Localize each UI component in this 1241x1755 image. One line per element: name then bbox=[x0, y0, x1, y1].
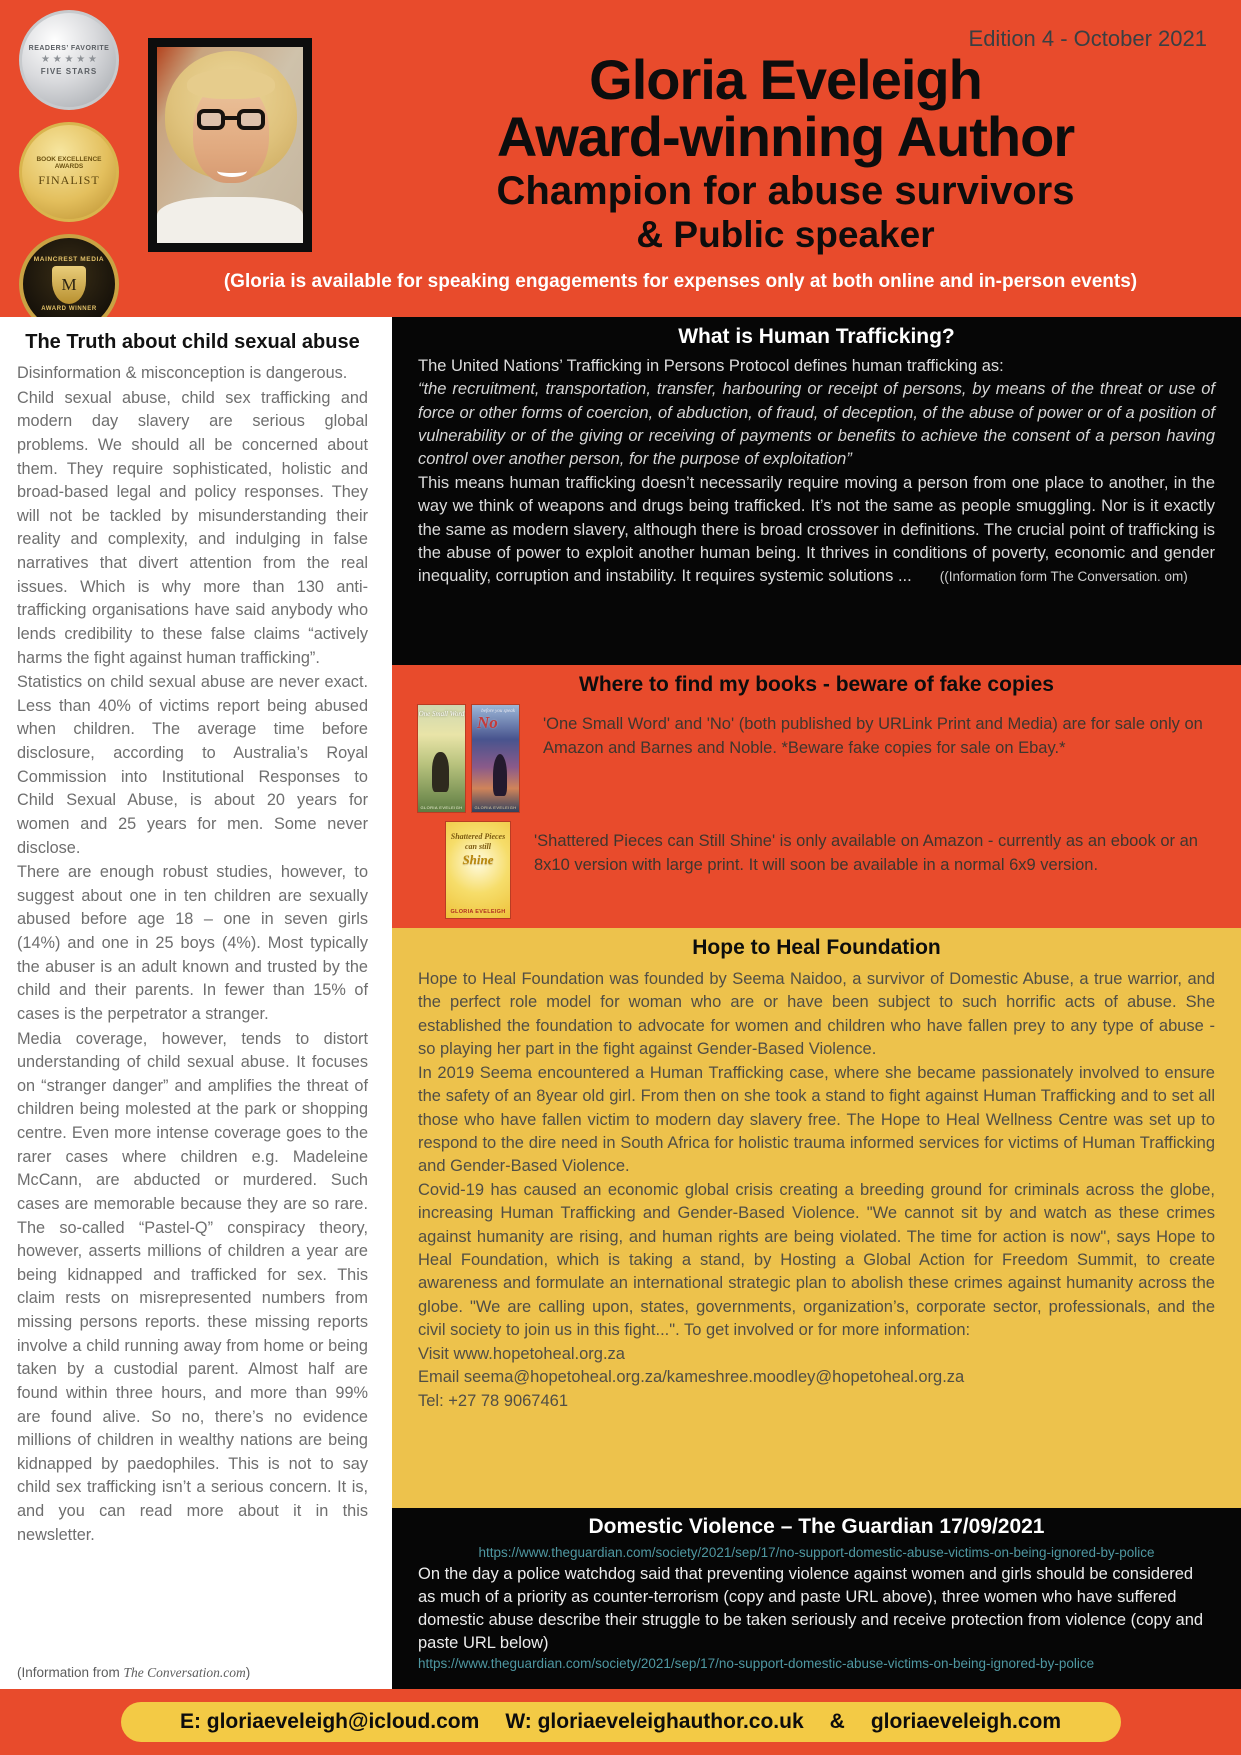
book-cover-title-big: Shine bbox=[462, 852, 494, 867]
section-guardian-article bbox=[392, 1508, 1241, 1689]
book-row bbox=[418, 705, 1215, 812]
books-availability-text: 'Shattered Pieces can Still Shine' is only available on Amazon - currently as an ebook or an 8x10 version with large print. It will soon be available in a normal 6x9 version. bbox=[534, 832, 1198, 874]
availability-banner: (Gloria is available for speaking engagements for expenses only at both online and in-person events) bbox=[223, 271, 1138, 292]
footer bbox=[0, 1689, 1241, 1755]
hope-paragraph: In 2019 Seema encountered a Human Trafficking case, where she became passionately involved to ensure the safety of an 8year old girl. From then on she took a stand to fight against Human Trafficking and to set all those who have fallen victim to modern day slavery free. The Hope to Heal Wellness Centre was set up to respond to the dire need in South Africa for holistic trauma informed services for victims of Human Trafficking and Gender-Based Violence. bbox=[418, 1063, 1215, 1176]
badge-text: FIVE STARS bbox=[40, 66, 98, 76]
article-paragraph: Media coverage, however, tends to distort understanding of child sexual abuse. It focuses on “stranger danger” and amplifies the threat of children being molested at the park or shopping centre. Even more intense coverage goes to the rarer cases where children e.g. Madeleine McCann, are abducted or murdered. Such cases are memorable because they are so rare. The so-called “Pastel-Q” conspiracy theory, however, asserts millions of children a year are being kidnapped and trafficked for sex. This claim rests on misrepresented numbers from missing persons reports. these missing reports involve a child running away from home or being taken by a custodial parent. Almost half are found within three hours, and more than 99% are found alive. So no, there’s no evidence millions of children in wealthy nations are being kidnapped by paedophiles. This is not to say child sex trafficking isn’t a serious concern. It is, and you can read more about it in this newsletter. bbox=[17, 1029, 368, 1544]
author-name-title: Gloria Eveleigh bbox=[589, 48, 982, 111]
book-cover-author: GLORIA EVELEIGH bbox=[450, 909, 506, 915]
hope-phone: Tel: +27 78 9067461 bbox=[418, 1391, 569, 1410]
badge-text: MAINCREST MEDIA bbox=[33, 256, 105, 263]
main-content bbox=[0, 317, 1241, 1689]
source-name: The Conversation.com bbox=[123, 1665, 246, 1680]
shield-icon bbox=[52, 266, 86, 304]
section-title: Where to find my books - beware of fake copies bbox=[579, 673, 1054, 696]
books-availability-text: 'One Small Word' and 'No' (both published by URLink Print and Media) are for sale only on Amazon and Barnes and Noble. *Beware fake copies for sale on Ebay.* bbox=[543, 715, 1203, 757]
masthead bbox=[330, 0, 1241, 256]
book-cover-title: No bbox=[477, 713, 498, 732]
author-role-title: Award-winning Author bbox=[496, 105, 1075, 168]
section-title: What is Human Trafficking? bbox=[678, 325, 955, 348]
guardian-url-bottom[interactable]: https://www.theguardian.com/society/2021/sep/17/no-support-domestic-abuse-victims-on-being-ignored-by-police bbox=[418, 1656, 1095, 1672]
readers-favorite-badge-icon bbox=[19, 10, 119, 110]
trafficking-intro: The United Nations’ Trafficking in Persons Protocol defines human trafficking as: bbox=[418, 357, 1004, 375]
photo-smile bbox=[217, 165, 247, 177]
un-protocol-quote: “the recruitment, transportation, transfer, harbouring or receipt of persons, by means of the threat or use of force or other forms of coercion, of abduction, of fraud, of deception, of the abuse of power or of a position of vulnerability or of the giving or receiving of payments or benefits to achieve the consent of a person having control over another person, for the purpose of exploitation” bbox=[418, 380, 1215, 469]
photo-shirt bbox=[157, 197, 303, 243]
hope-email-link[interactable]: Email seema@hopetoheal.org.za/kameshree.moodley@hopetoheal.org.za bbox=[418, 1368, 965, 1387]
monogram: M bbox=[61, 275, 77, 294]
article-paragraph: There are enough robust studies, however, to suggest about one in ten children are sexually abused before age 18 – one in seven girls (14%) and one in 25 boys (4%). Most typically the abuser is an adult known and trusted by the child and their parents. In fewer than 15% of cases is the perpetrator a stranger. bbox=[17, 863, 368, 1023]
book-cover-subtitle: before you speak bbox=[481, 709, 515, 714]
article-source-note: (Information from The Conversation.com) bbox=[17, 1665, 251, 1680]
article-paragraph: Child sexual abuse, child sex trafficking and modern day slavery are serious global problems. We should all be concerned about them. They require sophisticated, holistic and broad-based legal and policy responses. They will not be tackled by misunderstanding their reality and complexity, and indulging in false narratives that divert attention from the real issues. Which is why more than 130 anti-trafficking organisations have said anybody who lends credibility to these false claims “actively harms the fight against human trafficking”. bbox=[17, 388, 368, 667]
contact-email[interactable]: E: gloriaeveleigh@icloud.com bbox=[179, 1710, 480, 1733]
award-badges bbox=[8, 10, 130, 317]
girl-silhouette bbox=[493, 754, 507, 796]
badge-text: BOOK EXCELLENCE AWARDS bbox=[36, 156, 102, 170]
book-cover-title: Shattered Pieces can still bbox=[450, 832, 506, 851]
glasses-icon bbox=[197, 109, 265, 131]
contact-pill bbox=[121, 1702, 1121, 1742]
hope-website-link[interactable]: Visit www.hopetoheal.org.za bbox=[418, 1344, 625, 1363]
maincrest-media-badge-icon bbox=[19, 234, 119, 317]
photo-fringe bbox=[187, 69, 275, 99]
article-title: The Truth about child sexual abuse bbox=[25, 331, 360, 353]
guardian-body: On the day a police watchdog said that preventing violence against women and girls should be considered as much of a priority as counter-terrorism (copy and paste URL above), three women who have suffered domestic abuse describe their struggle to be taken seriously and receive protection from violence (copy and paste URL below) bbox=[418, 1565, 1204, 1653]
subtitle-speaker: & Public speaker bbox=[636, 214, 935, 256]
article-paragraph: Disinformation & misconception is dangerous. bbox=[17, 364, 348, 382]
book-cover-shattered-pieces bbox=[446, 822, 510, 918]
book-cover-one-small-word bbox=[418, 705, 465, 812]
hope-paragraph: Hope to Heal Foundation was founded by Seema Naidoo, a survivor of Domestic Abuse, a true warrior, and the perfect role model for woman who are or have been subject to such horrific acts of abuse. She established the foundation to advocate for women and children who have fallen prey to any type of abuse - so playing her part in the fight against Gender-Based Violence. bbox=[418, 970, 1215, 1059]
book-cover-author: GLORIA EVELEIGH bbox=[474, 805, 517, 810]
article-truth-about-abuse bbox=[0, 317, 385, 1689]
ampersand: & bbox=[829, 1710, 845, 1733]
contact-website-2[interactable]: gloriaeveleigh.com bbox=[870, 1710, 1062, 1733]
trafficking-citation: ((Information form The Conversation. om) bbox=[939, 569, 1188, 585]
book-cover-no bbox=[472, 705, 519, 812]
edition-label: Edition 4 - October 2021 bbox=[968, 26, 1207, 51]
subtitle-champion: Champion for abuse survivors bbox=[496, 169, 1075, 214]
contact-website[interactable]: W: gloriaeveleighauthor.co.uk bbox=[505, 1710, 804, 1733]
hope-paragraph: Covid-19 has caused an economic global crisis creating a breeding ground for criminals across the globe, increasing Human Trafficking and Gender-Based Violence. "We cannot sit by and watch as these crimes against humanity are rising, and human rights are being violated. The time for action is now", says Hope to Heal Foundation, which is taking a stand, by Hosting a Global Action for Freedom Summit, to create awareness and formulate an international strategic plan to abolish these crimes against humanity across the globe. "We are calling upon, states, governments, organization’s, corporate sector, professionals, and the civil society to join us in this fight...". To get involved or for more information: bbox=[418, 1180, 1215, 1340]
trafficking-body: This means human trafficking doesn’t necessarily require moving a person from one place to another, in the way we think of weapons and drugs being trafficked. It’s not the same as people smuggling. Nor is it exactly the same as modern slavery, although there is broad crossover in definitions. The crucial point of trafficking is the abuse of power to exploit another human being. It thrives in conditions of poverty, economic and gender inequality, corruption and instability. It requires systemic solutions ... ((Information form The Conversation. om) bbox=[418, 473, 1215, 586]
section-human-trafficking bbox=[392, 317, 1241, 665]
five-stars-icon: ★ ★ ★ ★ ★ bbox=[41, 53, 97, 65]
girl-silhouette bbox=[432, 752, 449, 792]
book-cover-title: One Small Word bbox=[418, 710, 465, 718]
header bbox=[0, 0, 1241, 317]
book-cover-author: GLORIA EVELEIGH bbox=[420, 805, 463, 810]
badge-text: READERS’ FAVORITE bbox=[28, 44, 110, 52]
section-hope-to-heal bbox=[392, 928, 1241, 1508]
section-title: Hope to Heal Foundation bbox=[692, 936, 941, 959]
badge-text: FINALIST bbox=[38, 173, 100, 187]
right-column bbox=[392, 317, 1241, 1689]
book-row bbox=[418, 822, 1215, 918]
author-photo bbox=[148, 38, 312, 252]
article-paragraph: Statistics on child sexual abuse are never exact. Less than 40% of victims report being abused when children. The average time before disclosure, according to Australia’s Royal Commission into Institutional Responses to Child Sexual Abuse, is about 20 years for women and 25 years for men. Some never disclose. bbox=[17, 673, 368, 857]
badge-text: AWARD WINNER bbox=[41, 306, 97, 312]
section-title: Domestic Violence – The Guardian 17/09/2021 bbox=[588, 1515, 1045, 1538]
book-excellence-finalist-badge-icon bbox=[19, 122, 119, 222]
guardian-url-top[interactable]: https://www.theguardian.com/society/2021/sep/17/no-support-domestic-abuse-victims-on-being-ignored-by-police bbox=[478, 1545, 1155, 1560]
section-where-to-find-books bbox=[392, 665, 1241, 928]
